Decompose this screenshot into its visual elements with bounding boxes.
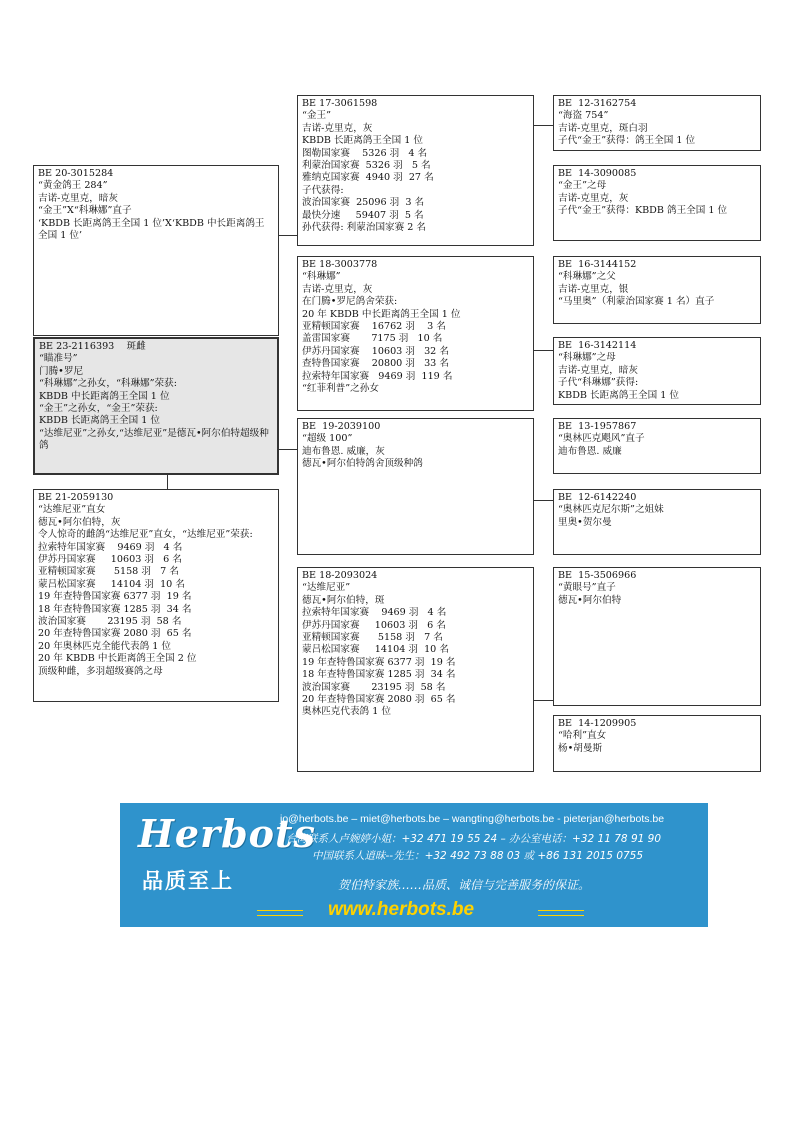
- contact-emails[interactable]: jo@herbots.be – miet@herbots.be – wangting@herbots.be - pieterjan@herbots.be: [280, 813, 665, 825]
- sire-dam-sire-box: [553, 256, 761, 324]
- pedigree-line: 波治国家赛 23195 羽 58 名: [38, 616, 182, 628]
- pedigree-line: “超级 100”: [302, 433, 353, 445]
- left-decoration: [257, 910, 303, 916]
- pedigree-line: BE 14-3090085: [558, 168, 637, 179]
- pedigree-line: 孙代获得: 利蒙治国家赛 2 名: [302, 222, 427, 234]
- pedigree-line: 20 年 KBDB 中长距离鸽王全国 1 位: [302, 308, 461, 320]
- pedigree-line: 20 年奥林匹克全能代表鸽 1 位: [38, 640, 171, 652]
- pedigree-line: “奥林匹克飓风”直子: [558, 433, 645, 445]
- pedigree-line: 子代“金王”获得：鸽王全国 1 位: [558, 135, 696, 147]
- pedigree-line: KBDB 长距离鸽王全国 1 位: [558, 389, 679, 401]
- dam-sire-dam-box: [553, 489, 761, 555]
- pedigree-line: 德瓦•阿尔伯特，斑: [302, 594, 385, 606]
- pedigree-line: “科琳娜”: [302, 271, 341, 283]
- pedigree-line: 吉诺-克里克，暗灰: [38, 192, 118, 204]
- sire-sire-dam-box: [553, 165, 761, 241]
- pedigree-line: “金王”之孙女，“金王”荣获:: [39, 403, 158, 415]
- pedigree-line: 19 年查特鲁国家赛 6377 羽 19 名: [38, 591, 192, 603]
- pedigree-line: 里奥•贺尔曼: [558, 516, 612, 528]
- pedigree-line: 20 年查特鲁国家赛 2080 羽 65 名: [302, 694, 456, 706]
- dam-dam-dam-box: [553, 715, 761, 772]
- pedigree-line: “马里奥”（利蒙治国家赛 1 名）直子: [558, 296, 715, 308]
- pedigree-line: 雅纳克国家赛 4940 羽 27 名: [302, 172, 434, 184]
- pedigree-line: 伊苏丹国家赛 10603 羽 6 名: [38, 554, 182, 566]
- sire-sire-box: [297, 95, 534, 246]
- tagline: 贺伯特家族……品质、诚信与完善服务的保证。: [338, 878, 591, 892]
- pedigree-line: BE 19-2039100: [302, 421, 381, 432]
- pedigree-line: KBDB 中长距离鸽王全国 1 位: [39, 390, 170, 402]
- pedigree-line: KBDB 长距离鸽王全国 1 位: [302, 135, 423, 147]
- pedigree-line: 亚精顿国家赛 16762 羽 3 名: [302, 321, 446, 333]
- sire-dam-box: [297, 256, 534, 411]
- pedigree-line: 查特鲁国家赛 20800 羽 33 名: [302, 358, 449, 370]
- pedigree-line: BE 16-3142114: [558, 340, 637, 351]
- pedigree-line: 德瓦•阿尔伯特，灰: [38, 516, 121, 528]
- pedigree-line: BE 12-6142240: [558, 492, 637, 503]
- pedigree-line: 顶级种雌，多羽超级赛鸽之母: [38, 665, 163, 677]
- pedigree-line: “海盗 754”: [558, 110, 609, 122]
- pedigree-line: 最快分速 59407 羽 5 名: [302, 209, 424, 221]
- dam-sire-box: [297, 418, 534, 555]
- pedigree-line: BE 14-1209905: [558, 718, 637, 729]
- pedigree-line: 迪布鲁恩. 威廉，灰: [302, 445, 385, 457]
- pedigree-line: 令人惊奇的雌鸽“达维尼亚”直女，“达维尼亚”荣获:: [38, 529, 253, 541]
- pedigree-line: 吉诺-克里克，灰: [302, 283, 373, 295]
- pedigree-line: 伊苏丹国家赛 10603 羽 32 名: [302, 345, 449, 357]
- pedigree-line: 盖雷国家赛 7175 羽 10 名: [302, 333, 443, 345]
- pedigree-line: 利蒙治国家赛 5326 羽 5 名: [302, 160, 431, 172]
- pedigree-line: “金王”X“科琳娜”直子: [38, 205, 132, 217]
- dam-dam-sire-box: [553, 567, 761, 706]
- pedigree-line: BE 13-1957867: [558, 421, 637, 432]
- pedigree-line: 18 年查特鲁国家赛 1285 羽 34 名: [38, 603, 192, 615]
- pedigree-line: 拉索特年国家赛 9469 羽 4 名: [38, 541, 183, 553]
- taiwan-contact: 台湾联系人卢婉婷小姐：+32 471 19 55 24 – 办公室电话：+32 11 78 91 90: [286, 833, 662, 845]
- pigeon-box: [33, 337, 279, 475]
- pedigree-line: BE 16-3144152: [558, 259, 637, 270]
- pedigree-line: 拉索特年国家赛 9469 羽 119 名: [302, 370, 453, 382]
- sire-dam-dam-box: [553, 337, 761, 405]
- pedigree-line: 19 年查特鲁国家赛 6377 羽 19 名: [302, 656, 456, 668]
- pedigree-line: “金王”之母: [558, 180, 607, 192]
- pedigree-line: “黄眼号”直子: [558, 582, 616, 594]
- dam-box: [33, 489, 279, 702]
- pedigree-line: 吉诺-克里克，斑白羽: [558, 122, 648, 134]
- pedigree-line: 子代“科琳娜”获得:: [558, 377, 639, 389]
- pedigree-line: BE 15-3506966: [558, 570, 637, 581]
- pedigree-line: 20 年 KBDB 中长距离鸽王全国 2 位: [38, 653, 197, 665]
- right-decoration: [538, 910, 584, 916]
- pedigree-line: 迪布鲁恩. 威廉: [558, 445, 622, 457]
- pedigree-line: BE 21-2059130: [38, 492, 114, 503]
- pedigree-line: BE 20-3015284: [38, 168, 114, 179]
- pedigree-line: 在门腾•罗尼鸽舍荣获:: [302, 296, 398, 308]
- sire-box: [33, 165, 279, 336]
- pedigree-line: “达维尼亚”: [302, 582, 351, 594]
- pedigree-line: 吉诺-克里克，银: [558, 283, 629, 295]
- pedigree-line: 波治国家赛 25096 羽 3 名: [302, 197, 425, 209]
- pedigree-line: 波治国家赛 23195 羽 58 名: [302, 681, 446, 693]
- pedigree-line: 拉索特年国家赛 9469 羽 4 名: [302, 607, 447, 619]
- pedigree-line: BE 17-3061598: [302, 98, 378, 109]
- china-contact: 中国联系人逍昧--先生：+32 492 73 88 03 或 +86 131 2015 0755: [312, 850, 644, 862]
- pedigree-line: “科琳娜”之父: [558, 271, 616, 283]
- pedigree-line: “金王”: [302, 110, 331, 122]
- pedigree-line: 蒙吕松国家赛 14104 羽 10 名: [302, 644, 449, 656]
- sire-sire-sire-box: [553, 95, 761, 151]
- pedigree-line: 亚精顿国家赛 5158 羽 7 名: [302, 632, 443, 644]
- pedigree-line: ‘KBDB 长距离鸽王全国 1 位’X‘KBDB 中长距离鸽王全国 1 位’: [38, 217, 265, 242]
- pedigree-line: 伊苏丹国家赛 10603 羽 6 名: [302, 619, 446, 631]
- pedigree-line: 门腾•罗尼: [39, 365, 84, 377]
- pedigree-line: 奥林匹克代表鸽 1 位: [302, 706, 391, 718]
- herbots-banner: [120, 803, 708, 927]
- pedigree-line: BE 12-3162754: [558, 98, 637, 109]
- pedigree-line: “瞄准号”: [39, 353, 78, 365]
- pedigree-line: 18 年查特鲁国家赛 1285 羽 34 名: [302, 669, 456, 681]
- pedigree-line: KBDB 长距离鸽王全国 1 位: [39, 415, 160, 427]
- pedigree-line: “科琳娜”之母: [558, 352, 616, 364]
- pedigree-line: “哈利”直女: [558, 730, 607, 742]
- dam-sire-sire-box: [553, 418, 761, 474]
- pedigree-line: “达维尼亚”直女: [38, 504, 106, 516]
- pedigree-line: “科琳娜”之孙女，“科琳娜”荣获:: [39, 378, 177, 390]
- pedigree-line: “达维尼亚”之孙女,“达维尼亚”是德瓦•阿尔伯特超级种鸽: [39, 427, 269, 452]
- pedigree-line: 子代“金王”获得：KBDB 鸽王全国 1 位: [558, 205, 728, 217]
- pedigree-line: 德瓦•阿尔伯特: [558, 594, 622, 606]
- dam-dam-box: [297, 567, 534, 772]
- pedigree-line: “红菲利普”之孙女: [302, 383, 379, 395]
- pedigree-line: 杨•胡曼斯: [558, 742, 603, 754]
- pedigree-line: BE 23-2116393 斑雌: [39, 341, 146, 352]
- pedigree-line: 吉诺-克里克，灰: [558, 192, 629, 204]
- pedigree-line: 吉诺-克里克，灰: [302, 122, 373, 134]
- herbots-logo: Herbots: [138, 811, 316, 856]
- slogan: 品质至上: [142, 869, 234, 893]
- pedigree-line: 德瓦•阿尔伯特鸽舍顶级种鸽: [302, 458, 423, 470]
- pedigree-line: BE 18-3003778: [302, 259, 378, 270]
- pedigree-line: “奥林匹克尼尔斯”之姐妹: [558, 504, 664, 516]
- pedigree-line: 吉诺-克里克，暗灰: [558, 364, 638, 376]
- pedigree-line: 20 年查特鲁国家赛 2080 羽 65 名: [38, 628, 192, 640]
- pedigree-line: 子代获得:: [302, 184, 344, 196]
- pedigree-line: “黄金鸽王 284”: [38, 180, 108, 192]
- website-link[interactable]: www.herbots.be: [328, 899, 475, 920]
- pedigree-line: 蒙吕松国家赛 14104 羽 10 名: [38, 578, 185, 590]
- pedigree-line: BE 18-2093024: [302, 570, 378, 581]
- pedigree-line: 图勒国家赛 5326 羽 4 名: [302, 147, 428, 159]
- pedigree-line: 亚精顿国家赛 5158 羽 7 名: [38, 566, 179, 578]
